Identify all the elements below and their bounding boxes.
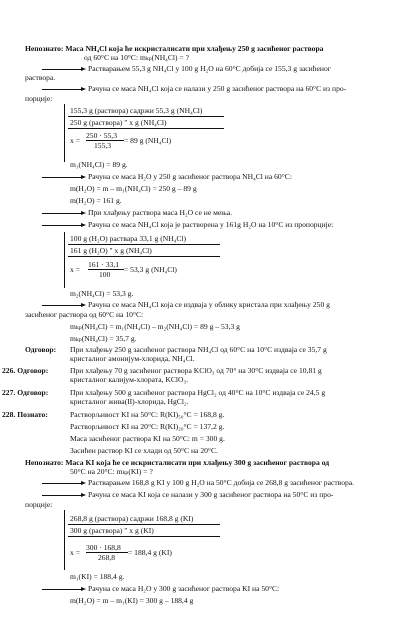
proportion-row-1: 268,8 g (раствора) садржи 168,8 g (KI) (70, 514, 194, 523)
proportion-row-1: 155,3 g (раствора) садржи 55,3 g (NH₄Cl) (70, 106, 203, 115)
result-m2: m₂(NH₄Cl) = 53,3 g. (70, 289, 134, 298)
step-228-3: Рачуна се маса H₂O у 300 g засићеног раствора KI на 50°C: (42, 584, 279, 593)
calc-kp: mₖₚ(NH₄Cl) = m₁(NH₄Cl) – m₂(NH₄Cl) = 89 g – 53,3 g (70, 322, 240, 331)
right-arrow-icon (42, 86, 86, 92)
answer-227-cont: кристалног жива(II)-хлорида, HgCl₂. (70, 397, 189, 406)
formula-lhs: x = (70, 548, 80, 557)
known-2: Растворљивост KI на 20°C: R(KI)₂₀°C = 137,2 g. (70, 422, 225, 431)
step-228-1: Растварањем 168,8 g KI у 100 g H₂O на 50°C добија се 268,8 g засићеног раствора. (42, 478, 354, 487)
step-3: Рачуна се маса H₂O у 250 g засићеног раствора NH₄Cl на 60°C: (42, 172, 292, 181)
unknown-228: Непознато: Маса KI која ће се искристалисати при хлађењу 300 g засићеног раствора од (25, 458, 330, 467)
right-arrow-icon (42, 492, 86, 498)
known-3: Маса засићеног раствора KI на 50°C: m = 300 g. (70, 434, 225, 443)
proportion-row-2: 300 g (раствора) " x g (KI) (70, 526, 154, 535)
proportion-divider (68, 244, 220, 245)
answer-label: Одговор: (25, 345, 57, 354)
proportion-bar (64, 232, 65, 288)
formula-result: = 188,4 g (KI) (128, 548, 172, 557)
unknown-text: Непознато: Маса NH₄Cl која ће искристалисати при хлађењу 250 g засићеног раствора (25, 44, 324, 53)
calc-h2o-ki: m(H₂O) = m – m₁(KI) = 300 g – 188,4 g (70, 596, 194, 605)
result-m1: m₁(NH₄Cl) = 89 g. (70, 160, 128, 169)
step-5: Рачуна се маса NH₄Cl која је растворена у 161g H₂O на 10°C из пропорције: (42, 220, 333, 229)
formula-numerator: 250 · 55,3 (86, 131, 118, 140)
known-1: Растворљивост KI на 50°C: R(KI)₅₀°C = 168,8 g. (70, 410, 225, 419)
proportion-bar (64, 104, 65, 162)
right-arrow-icon (42, 210, 86, 216)
answer-226-label: 226. Одговор: (2, 366, 49, 375)
proportion-divider (68, 256, 220, 257)
result-kp: mₖₚ(NH₄Cl) = 35,7 g. (70, 334, 137, 343)
right-arrow-icon (42, 480, 86, 486)
proportion-row-1: 100 g (H₂O) раствара 33,1 g (NH₄Cl) (70, 234, 187, 243)
result-m1-ki: m₁(KI) = 188,4 g. (70, 572, 125, 581)
right-arrow-icon (42, 586, 86, 592)
answer-227-label: 227. Одговор: (2, 388, 49, 397)
problem-228-label: 228. Познато: (2, 410, 48, 419)
answer-text: При хлађењу 250 g засићеног раствора NH₄Cl од 60°C на 10°C издваја се 35,7 g (70, 345, 327, 354)
right-arrow-icon (42, 66, 86, 72)
answer-text-cont: кристалног амонијум-хлорида, NH₄Cl. (70, 354, 195, 363)
right-arrow-icon (42, 174, 86, 180)
proportion-bar (64, 510, 65, 570)
step-228-2-cont: порције: (25, 500, 53, 509)
formula-denominator: 268,8 (98, 553, 116, 562)
unknown-line-2: од 60°C на 10°C: mₖₚ(NH₄Cl) = ? (84, 53, 189, 62)
formula-numerator: 161 · 33,1 (88, 260, 120, 269)
formula-lhs: x = (70, 136, 80, 145)
formula-denominator: 100 (99, 270, 111, 279)
calc-h2o: m(H₂O) = m – m₁(NH₄Cl) = 250 g – 89 g (70, 184, 197, 193)
right-arrow-icon (42, 222, 86, 228)
step-228-2: Рачуна се маса KI која се налази у 300 g засићеног раствора на 50°C из про- (42, 490, 333, 499)
formula-denominator: 155,3 (94, 141, 112, 150)
unknown-line-1 (25, 44, 323, 53)
proportion-divider (68, 524, 220, 525)
formula-numerator: 300 · 168,8 (86, 543, 121, 552)
answer-227-text: При хлађењу 500 g засићеног раствора HgCl₂ од 40°C на 10°C издваја се 24,5 g (70, 388, 326, 397)
unknown-228-cont: 50°C на 20°C: mₖₚ(KI) = ? (70, 467, 153, 476)
known-4: Засићен раствор KI се хлади од 50°C на 20°C. (70, 446, 218, 455)
proportion-divider (68, 536, 220, 537)
proportion-row-2: 161 g (H₂O) " x g (NH₄Cl) (70, 246, 152, 255)
step-1-cont: раствора. (25, 73, 56, 82)
proportion-divider (68, 116, 224, 117)
step-2-cont: порције: (25, 94, 53, 103)
right-arrow-icon (42, 302, 86, 308)
proportion-row-2: 250 g (раствора) " x g (NH₄Cl) (70, 118, 167, 127)
step-6-cont: засићеног раствора од 60°C на 10°C: (25, 310, 144, 319)
result-h2o: m(H₂O) = 161 g. (70, 196, 122, 205)
proportion-divider (68, 128, 224, 129)
step-6: Рачуна се маса NH₄Cl која се издваја у облику кристала при хлађењу 250 g (42, 300, 330, 309)
answer-226-text: При хлађењу 70 g засићеног раствора KClO₃ од 70° на 30°C издваја се 10,81 g (70, 366, 322, 375)
step-4: При хлађењу раствора маса H₂O се не мења. (42, 208, 232, 217)
formula-result: = 89 g (NH₄Cl) (124, 136, 172, 145)
formula-result: = 53,3 g (NH₄Cl) (124, 265, 177, 274)
step-1: Растварањем 55,3 g NH₄Cl у 100 g H₂O на 60°C добија се 155,3 g засићеног (42, 64, 331, 73)
step-2: Рачуна се маса NH₄Cl која се налази у 250 g засићеног раствора на 60°C из про- (42, 84, 346, 93)
formula-lhs: x = (70, 265, 80, 274)
answer-226-cont: кристалног калијум-хлората, KClO₃. (70, 375, 189, 384)
